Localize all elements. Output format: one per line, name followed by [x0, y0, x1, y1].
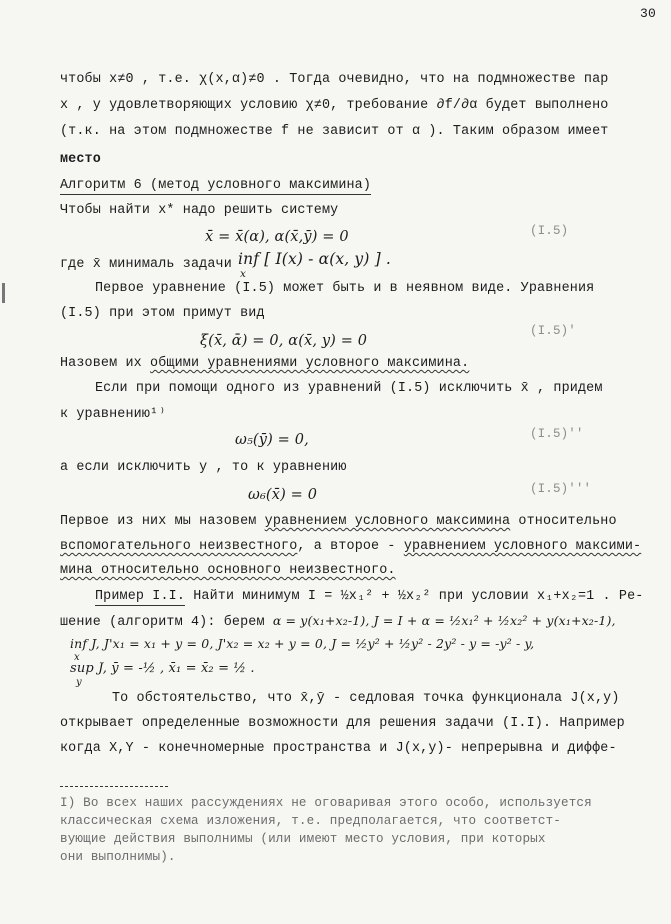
footnote-line-1: I) Во всех наших рассуждениях не оговаривая этого особо, используется — [60, 796, 592, 810]
text-line-p6: а если исключить y , то к уравнению — [60, 460, 347, 475]
text-line-p3 — [60, 356, 469, 372]
system-equation: x̄ = x̄(α), α(x̄,ȳ) = 0 — [205, 229, 349, 245]
text-line-3: (т.к. на этом подмножестве f не зависит от α ). Таким образом имеет — [60, 124, 609, 139]
footnote-line-2: классическая схема изложения, т.е. предполагается, что соответст- — [60, 814, 561, 828]
where-text: где x̄ минималь задачи — [60, 257, 232, 272]
example-line-2-text: шение (алгоритм 4): берем — [60, 615, 273, 630]
text-line-p9 — [60, 563, 396, 579]
text-line-p7 — [60, 514, 617, 530]
footnote-line-3: вующие действия выполнимы (или имеют место условия, при которых — [60, 832, 546, 846]
text-p3-underlined: общими уравнениями условного максимина. — [150, 356, 470, 371]
example-line-3-subscript: x — [74, 652, 80, 663]
omega6-equation: ω₆(x̄) = 0 — [248, 487, 318, 503]
algorithm-title-text: Алгоритм 6 (метод условного максимина) — [60, 178, 372, 193]
text-line-1: чтобы x≠0 , т.е. χ(x,α)≠0 . Тогда очевидно, что на подмножестве пар — [60, 72, 609, 87]
omega5-equation: ω₅(ȳ) = 0, — [235, 432, 309, 448]
page-number: 30 — [640, 6, 656, 21]
text-line-p5: к уравнению¹⁾ — [60, 407, 167, 422]
text-line-p11: открывает определенные возможности для решения задачи (I.I). Например — [60, 716, 625, 731]
text-line-p4: Если при помощи одного из уравнений (I.5) исключить x̄ , придем — [95, 381, 603, 396]
text-p9-underlined-1: мина — [60, 563, 101, 578]
text-p9-underlined-2: относительно основного неизвестного. — [100, 563, 396, 578]
text-p8-middle: , а второе - — [297, 539, 404, 554]
example-line-3: inf J, J'x₁ = x₁ + y = 0, J'x₂ = x₂ + y = 0, J = ½y² + ½y² - 2y² - y = -y² - y, — [70, 636, 535, 651]
text-line-p10: То обстоятельство, что x̄,ȳ - седловая точка функционала J(x,y) — [112, 691, 620, 706]
example-line-1-text: Найти минимум I = ½x₁² + ½x₂² при условии x₁+x₂=1 . Ре- — [185, 589, 644, 604]
text-line-4: место — [60, 152, 101, 167]
text-p7-start: Первое из них мы назовем — [60, 514, 265, 529]
algorithm-title — [60, 178, 371, 194]
text-p7-end: относительно — [510, 514, 617, 529]
example-line-4: sup J, ȳ = -½ , x̄₁ = x̄₂ = ½ . — [70, 661, 255, 676]
equation-number-I5-double-prime: (I.5)'' — [530, 427, 584, 441]
example-line-1 — [95, 589, 643, 605]
text-line-p2: (I.5) при этом примут вид — [60, 306, 265, 321]
implicit-equations: ξ(x̄, ᾱ) = 0, α(x̄, y) = 0 — [200, 333, 368, 349]
text-p8-underlined-2: уравнением условного максими- — [403, 539, 642, 554]
example-line-2-formula: α = y(x₁+x₂-1), J = I + α = ½x₁² + ½x₂² + y(x₁+x₂-1), — [272, 613, 616, 628]
equation-number-I5: (I.5) — [530, 224, 569, 238]
example-line-2 — [60, 613, 616, 631]
text-p3-start: Назовем их — [60, 356, 151, 371]
footnote-line-4: они выполнимы). — [60, 850, 176, 864]
minmax-subscript: x — [240, 268, 247, 280]
text-p7-underlined: уравнением условного максимина — [264, 514, 511, 529]
text-line-6: Чтобы найти x* надо решить систему — [60, 203, 339, 218]
example-title: Пример I.I. — [95, 589, 186, 604]
text-line-p8 — [60, 539, 641, 555]
text-line-p12: когда X,Y - конечномерные пространства и J(x,y)- непрерывна и диффе- — [60, 741, 617, 756]
margin-mark — [2, 283, 5, 303]
text-line-2: x , y удовлетворяющих условию χ≠0, требование ∂f/∂α будет выполнено — [60, 98, 609, 113]
equation-number-I5-triple-prime: (I.5)''' — [530, 482, 592, 496]
equation-number-I5-prime: (I.5)' — [530, 324, 576, 338]
text-p8-underlined-1: вспомогательного неизвестного — [60, 539, 298, 554]
minmax-expression: inf [ I(x) - α(x, y) ] . — [238, 250, 391, 268]
text-line-p1: Первое уравнение (I.5) может быть и в неявном виде. Уравнения — [95, 281, 595, 296]
footnote-separator — [60, 786, 168, 787]
example-line-4-subscript: y — [76, 677, 82, 688]
